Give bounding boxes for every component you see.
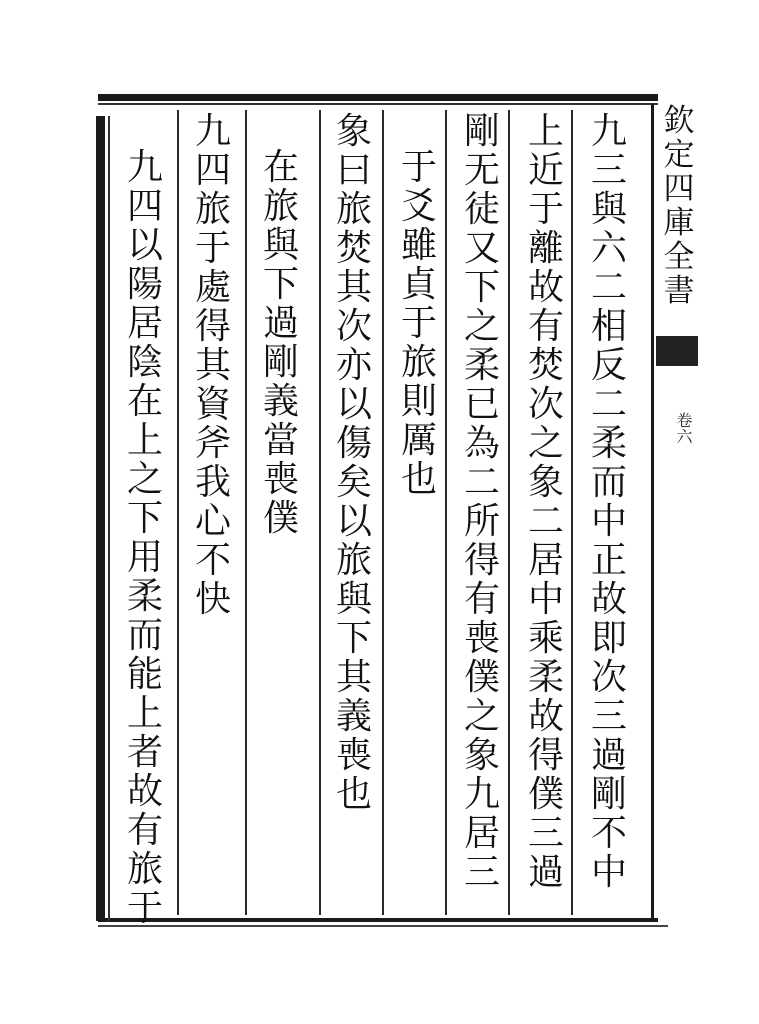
character: 過 — [527, 852, 564, 893]
frame-top-border — [98, 94, 658, 101]
character: 即 — [590, 618, 627, 659]
character: 則 — [400, 381, 437, 422]
character: 也 — [400, 459, 437, 500]
character: 焚 — [527, 345, 564, 386]
character: 旅 — [335, 540, 372, 581]
character: 義 — [262, 381, 299, 422]
character: 得 — [527, 735, 564, 776]
frame-left-inner-border — [108, 116, 110, 921]
character: 次 — [527, 384, 564, 425]
character: 二 — [527, 501, 564, 542]
character: 有 — [463, 579, 500, 620]
column-rule — [571, 110, 573, 915]
character: 義 — [335, 696, 372, 737]
character: 得 — [194, 306, 231, 347]
character: 曰 — [335, 150, 372, 191]
character: 厲 — [400, 420, 437, 461]
character: 僕 — [262, 498, 299, 539]
character: 離 — [527, 228, 564, 269]
character: 剛 — [590, 774, 627, 815]
character: 以 — [126, 225, 163, 266]
character: 下 — [126, 498, 163, 539]
frame-top-inner-border — [98, 103, 658, 105]
character: 已 — [463, 384, 500, 425]
character: 居 — [126, 303, 163, 344]
character: 象 — [463, 735, 500, 776]
character: 剛 — [463, 111, 500, 152]
character: 其 — [335, 657, 372, 698]
text-column-8 — [120, 148, 170, 928]
character: 有 — [126, 810, 163, 851]
character: 其 — [335, 267, 372, 308]
character: 全 — [663, 239, 695, 275]
frame-left-border — [96, 116, 105, 921]
character: 上 — [527, 111, 564, 152]
character: 其 — [194, 345, 231, 386]
character: 快 — [194, 579, 231, 620]
text-column-1 — [584, 112, 634, 892]
column-rule — [445, 110, 447, 915]
character: 以 — [335, 384, 372, 425]
character: 心 — [194, 501, 231, 542]
character: 柔 — [527, 657, 564, 698]
character: 旅 — [194, 189, 231, 230]
column-rule — [508, 110, 510, 915]
character: 傷 — [335, 423, 372, 464]
character: 三 — [527, 813, 564, 854]
character: 于 — [194, 228, 231, 269]
character: 亦 — [335, 345, 372, 386]
frame-bottom-border — [98, 918, 658, 922]
character: 三 — [590, 150, 627, 191]
character: 中 — [527, 579, 564, 620]
character: 之 — [463, 696, 500, 737]
character: 象 — [335, 111, 372, 152]
character: 過 — [590, 735, 627, 776]
margin-fishtail-mark — [656, 336, 698, 366]
character: 柔 — [463, 345, 500, 386]
character: 也 — [335, 774, 372, 815]
character: 三 — [590, 696, 627, 737]
character: 旅 — [126, 849, 163, 890]
character: 之 — [463, 306, 500, 347]
character: 所 — [463, 501, 500, 542]
character: 三 — [463, 852, 500, 893]
character: 僕 — [463, 657, 500, 698]
character: 二 — [590, 267, 627, 308]
character: 庫 — [663, 205, 695, 241]
character: 能 — [126, 654, 163, 695]
character: 貞 — [400, 264, 437, 305]
character: 近 — [527, 150, 564, 191]
character: 徒 — [463, 189, 500, 230]
margin-juan-label: 卷六 — [674, 412, 693, 444]
character: 有 — [527, 306, 564, 347]
character: 于 — [400, 147, 437, 188]
frame-right-border — [651, 104, 654, 922]
character: 之 — [126, 459, 163, 500]
character: 于 — [527, 189, 564, 230]
margin-title — [656, 104, 702, 434]
character: 爻 — [400, 186, 437, 227]
character: 當 — [262, 420, 299, 461]
text-column-4 — [394, 148, 444, 499]
character: 而 — [590, 462, 627, 503]
character: 九 — [463, 774, 500, 815]
character: 四 — [194, 150, 231, 191]
character: 居 — [527, 540, 564, 581]
character: 四 — [126, 186, 163, 227]
character: 二 — [590, 384, 627, 425]
character: 下 — [335, 618, 372, 659]
column-rule — [177, 110, 179, 915]
character: 資 — [194, 384, 231, 425]
character: 書 — [663, 273, 695, 309]
character: 處 — [194, 267, 231, 308]
character: 故 — [527, 696, 564, 737]
character: 以 — [335, 501, 372, 542]
character: 反 — [590, 345, 627, 386]
character: 我 — [194, 462, 231, 503]
column-rule — [319, 110, 321, 915]
text-column-2 — [521, 112, 571, 892]
character: 焚 — [335, 228, 372, 269]
character: 中 — [590, 501, 627, 542]
character: 六 — [590, 228, 627, 269]
text-column-7 — [188, 112, 238, 619]
character: 九 — [590, 111, 627, 152]
character: 中 — [590, 852, 627, 893]
character: 次 — [335, 306, 372, 347]
character: 過 — [262, 303, 299, 344]
character: 喪 — [463, 618, 500, 659]
character: 柔 — [126, 576, 163, 617]
character: 得 — [463, 540, 500, 581]
character: 欽 — [663, 103, 695, 139]
character: 之 — [527, 423, 564, 464]
character: 上 — [126, 693, 163, 734]
character: 旅 — [400, 342, 437, 383]
character: 斧 — [194, 423, 231, 464]
character: 无 — [463, 150, 500, 191]
text-column-3 — [457, 112, 507, 892]
character: 陽 — [126, 264, 163, 305]
character: 喪 — [335, 735, 372, 776]
character: 陰 — [126, 342, 163, 383]
character: 于 — [400, 303, 437, 344]
character: 柔 — [590, 423, 627, 464]
character: 在 — [262, 147, 299, 188]
character: 九 — [126, 147, 163, 188]
character: 九 — [194, 111, 231, 152]
character: 于 — [126, 888, 163, 929]
character: 定 — [663, 137, 695, 173]
character: 次 — [590, 657, 627, 698]
character: 與 — [590, 189, 627, 230]
character: 二 — [463, 462, 500, 503]
character: 下 — [262, 264, 299, 305]
character: 者 — [126, 732, 163, 773]
column-rule — [245, 110, 247, 915]
character: 下 — [463, 267, 500, 308]
character: 四 — [663, 171, 695, 207]
character: 雖 — [400, 225, 437, 266]
character: 為 — [463, 423, 500, 464]
character: 矣 — [335, 462, 372, 503]
character: 故 — [590, 579, 627, 620]
frame-bottom-inner-border — [98, 925, 668, 927]
text-column-5 — [329, 112, 379, 814]
character: 相 — [590, 306, 627, 347]
character: 乘 — [527, 618, 564, 659]
character: 不 — [194, 540, 231, 581]
character: 居 — [463, 813, 500, 854]
character: 故 — [126, 771, 163, 812]
character: 與 — [262, 225, 299, 266]
character: 又 — [463, 228, 500, 269]
character: 在 — [126, 381, 163, 422]
text-column-6 — [256, 148, 306, 538]
character: 僕 — [527, 774, 564, 815]
character: 用 — [126, 537, 163, 578]
character: 剛 — [262, 342, 299, 383]
character: 喪 — [262, 459, 299, 500]
character: 旅 — [335, 189, 372, 230]
character: 上 — [126, 420, 163, 461]
character: 而 — [126, 615, 163, 656]
character: 不 — [590, 813, 627, 854]
character: 與 — [335, 579, 372, 620]
column-rule — [382, 110, 384, 915]
character: 正 — [590, 540, 627, 581]
character: 象 — [527, 462, 564, 503]
character: 故 — [527, 267, 564, 308]
character: 旅 — [262, 186, 299, 227]
